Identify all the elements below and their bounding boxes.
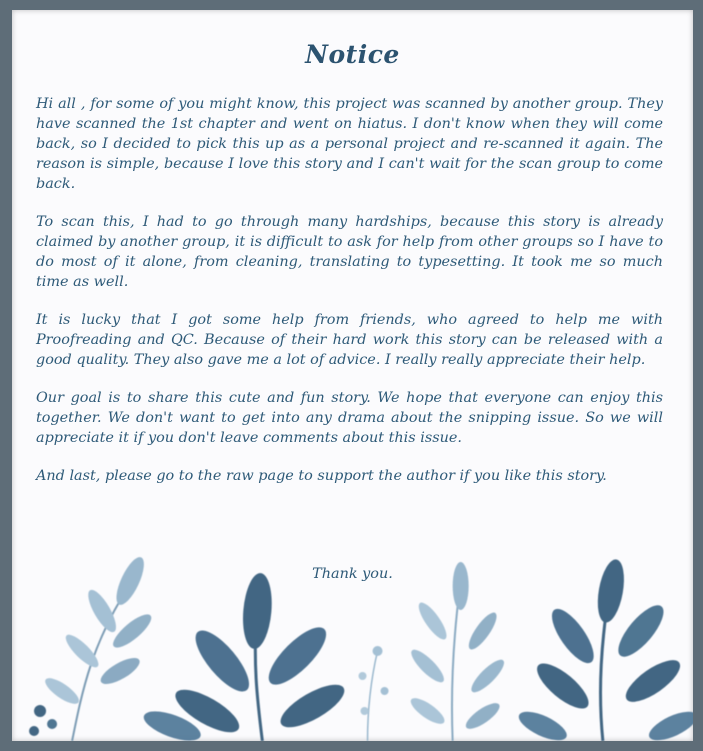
paragraph-friends: It is lucky that I got some help from friends, who agreed to help me with Proofreading and QC. Because of their hard work this story can be released with a good quality. They also gave me a lot of advice. I really really appreciate their help. [36,312,663,368]
paragraph-intro: Hi all , for some of you might know, this project was scanned by another group. They have scanned the 1st chapter and went on hiatus. I don't know when they will come back, so I decided to pick this up as a personal project and re-scanned it again. The reason is simple, because I love this story and I can't wait for the scan group to come back. [36,96,663,192]
closing-text: Thank you. [312,566,393,582]
notice-title: Notice [305,40,400,69]
notice-body [36,94,663,504]
paragraph-support-author: And last, please go to the raw page to support the author if you like this story. [36,468,607,484]
notice-paper [12,10,693,741]
watercolor-foliage-illustration [12,541,693,741]
paragraph-goal: Our goal is to share this cute and fun story. We hope that everyone can enjoy this together. We don't want to get into any drama about the snipping issue. So we will appreciate it if you don't leave comments about this issue. [36,390,663,446]
paragraph-hardships: To scan this, I had to go through many hardships, because this story is already claimed by another group, it is difficult to ask for help from other groups so I have to do most of it alone, from cleaning, translating to typesetting. It took me so much time as well. [36,214,663,290]
